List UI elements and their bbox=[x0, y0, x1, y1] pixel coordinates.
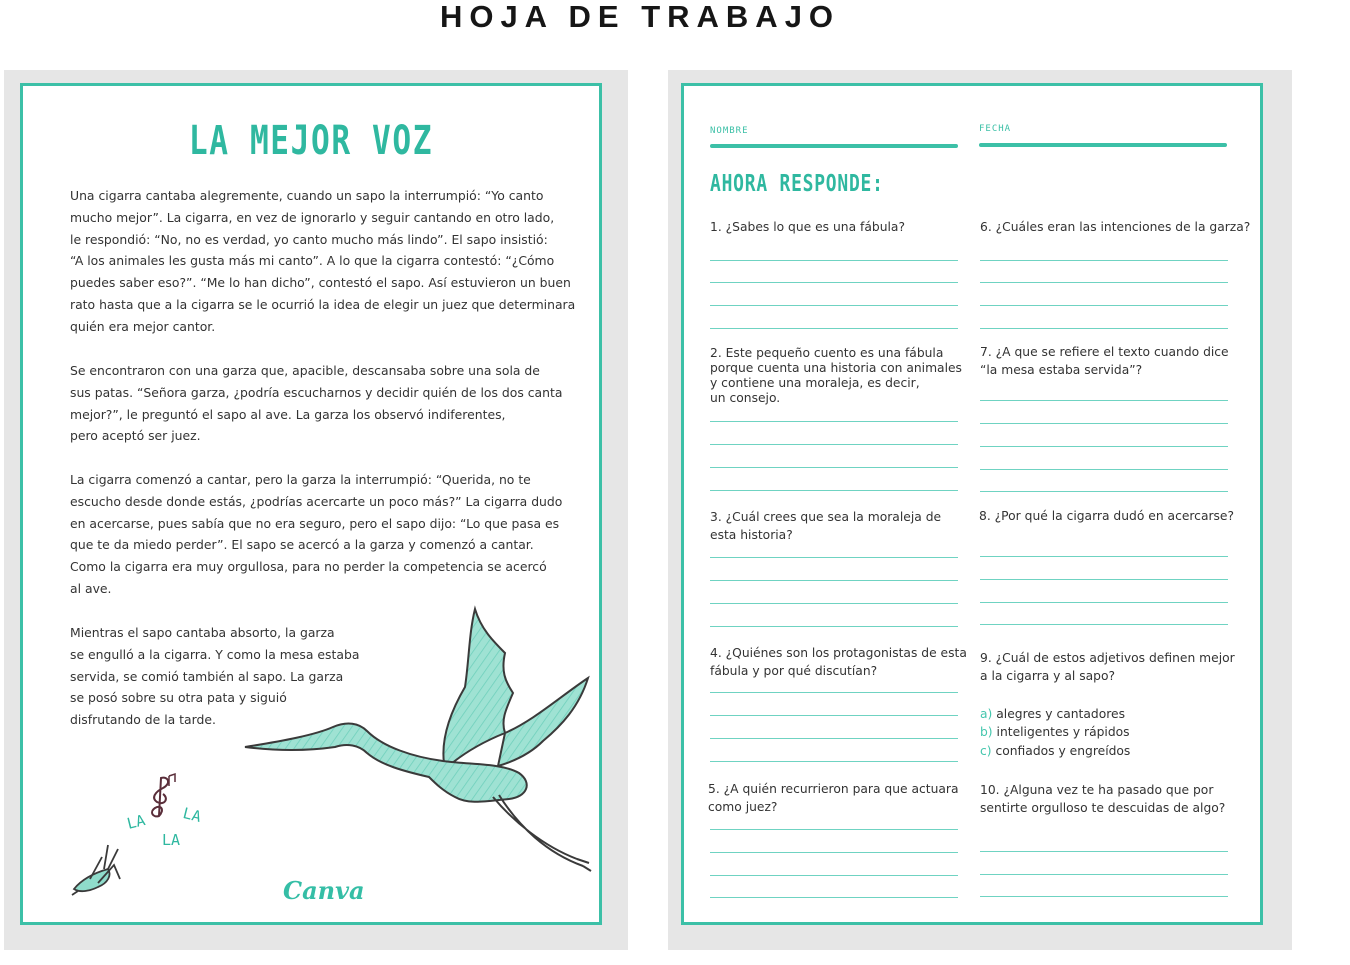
question-10 bbox=[980, 781, 1225, 817]
question-2 bbox=[710, 346, 962, 406]
la-text-bottom: LA bbox=[162, 831, 181, 849]
la-text-left: LA bbox=[125, 811, 147, 833]
answer-line[interactable] bbox=[980, 282, 1228, 283]
answer-line[interactable] bbox=[980, 602, 1228, 603]
question-text: 1. ¿Sabes lo que es una fábula? bbox=[710, 220, 905, 234]
option-c[interactable] bbox=[980, 742, 1130, 761]
question-text: sentirte orgulloso te descuidas de algo? bbox=[980, 801, 1226, 815]
story-paragraph-2 bbox=[70, 360, 562, 447]
answer-line[interactable] bbox=[710, 421, 958, 422]
story-line: le respondió: “No, no es verdad, yo canto mucho más lindo”. El sapo insistió: bbox=[70, 231, 548, 247]
question-7 bbox=[980, 343, 1229, 379]
story-line: se engulló a la cigarra. Y como la mesa estaba bbox=[70, 646, 360, 662]
answer-line[interactable] bbox=[710, 603, 958, 604]
option-text: inteligentes y rápidos bbox=[996, 725, 1130, 739]
story-page bbox=[20, 83, 602, 925]
option-a[interactable] bbox=[980, 705, 1125, 724]
answer-line[interactable] bbox=[710, 328, 958, 329]
answer-line[interactable] bbox=[710, 761, 958, 762]
question-text: como juez? bbox=[708, 800, 778, 814]
name-label: NOMBRE bbox=[710, 126, 749, 136]
question-text: 6. ¿Cuáles eran las intenciones de la garza? bbox=[980, 220, 1251, 234]
question-text: 9. ¿Cuál de estos adjetivos definen mejor bbox=[980, 651, 1235, 665]
question-text: un consejo. bbox=[710, 391, 781, 405]
option-text: confiados y engreídos bbox=[995, 744, 1131, 758]
answer-line[interactable] bbox=[980, 423, 1228, 424]
story-line: mejor?”, le preguntó el sapo al ave. La garza los observó indiferentes, bbox=[70, 406, 506, 422]
question-4 bbox=[710, 644, 967, 680]
question-text: 8. ¿Por qué la cigarra dudó en acercarse? bbox=[979, 509, 1235, 523]
story-line: mucho mejor”. La cigarra, en vez de ignorarlo y seguir cantando en otro lado, bbox=[70, 209, 555, 225]
story-paragraph-3 bbox=[70, 469, 562, 600]
question-1 bbox=[710, 218, 905, 236]
question-text: 10. ¿Alguna vez te ha pasado que por bbox=[980, 783, 1214, 797]
story-line: sus patas. “Señora garza, ¿podría escucharnos y decidir quién de los dos canta bbox=[70, 384, 563, 400]
canva-logo: Canva bbox=[283, 876, 365, 905]
option-letter: a) bbox=[980, 707, 993, 721]
date-label: FECHA bbox=[979, 124, 1012, 134]
answer-line[interactable] bbox=[710, 444, 958, 445]
answer-line[interactable] bbox=[710, 829, 958, 830]
question-6 bbox=[980, 218, 1250, 236]
story-line: en acercarse, pues sabía que no era seguro, pero el sapo dijo: “Lo que pasa es bbox=[70, 515, 560, 531]
answer-line[interactable] bbox=[710, 692, 958, 693]
question-text: “la mesa estaba servida”? bbox=[980, 363, 1143, 377]
question-text: 3. ¿Cuál crees que sea la moraleja de bbox=[710, 510, 942, 524]
answer-line[interactable] bbox=[710, 305, 958, 306]
answer-line[interactable] bbox=[710, 557, 958, 558]
story-line: disfrutando de la tarde. bbox=[70, 712, 216, 728]
story-line: se posó sobre su otra pata y siguió bbox=[70, 690, 287, 706]
story-line: al ave. bbox=[70, 580, 112, 596]
answer-title: AHORA RESPONDE: bbox=[710, 171, 884, 197]
answer-line[interactable] bbox=[710, 490, 958, 491]
heron-illustration bbox=[243, 601, 593, 876]
story-paragraph-1 bbox=[70, 185, 575, 338]
answer-line[interactable] bbox=[710, 738, 958, 739]
story-line: Mientras el sapo cantaba absorto, la garza bbox=[70, 625, 335, 640]
question-text: 2. Este pequeño cuento es una fábula bbox=[710, 346, 944, 360]
question-text: y contiene una moraleja, es decir, bbox=[710, 376, 920, 390]
story-line: quién era mejor cantor. bbox=[70, 318, 216, 334]
answer-line[interactable] bbox=[980, 579, 1228, 580]
story-title: LA MEJOR VOZ bbox=[188, 118, 434, 164]
question-3 bbox=[710, 508, 941, 544]
story-line: “A los animales les gusta más mi canto”. A lo que la cigarra contestó: “¿Cómo bbox=[70, 253, 555, 269]
answer-line[interactable] bbox=[710, 580, 958, 581]
answer-line[interactable] bbox=[710, 467, 958, 468]
answer-line[interactable] bbox=[980, 400, 1228, 401]
date-field[interactable] bbox=[979, 143, 1227, 147]
answer-line[interactable] bbox=[980, 491, 1228, 492]
answer-line[interactable] bbox=[710, 852, 958, 853]
name-field[interactable] bbox=[710, 144, 958, 148]
question-text: 5. ¿A quién recurrieron para que actuara bbox=[708, 782, 959, 796]
answer-line[interactable] bbox=[710, 626, 958, 627]
answer-line[interactable] bbox=[710, 260, 958, 261]
story-line: que te da miedo perder”. El sapo se acercó a la garza y comenzó a cantar. bbox=[70, 537, 534, 553]
answer-line[interactable] bbox=[980, 305, 1228, 306]
option-b[interactable] bbox=[980, 723, 1130, 742]
story-line: puedes saber eso?”. “Me lo han dicho”, contestó el sapo. Así estuvieron un buen bbox=[70, 275, 571, 291]
story-line: La cigarra comenzó a cantar, pero la garza la interrumpió: “Querida, no te bbox=[70, 472, 531, 487]
answer-line[interactable] bbox=[980, 328, 1228, 329]
question-text: 7. ¿A que se refiere el texto cuando dice bbox=[980, 345, 1229, 359]
answer-line[interactable] bbox=[710, 875, 958, 876]
story-line: escucho desde donde estás, ¿podrías acercarte un poco más?” La cigarra dudo bbox=[70, 493, 563, 509]
story-line: Una cigarra cantaba alegremente, cuando un sapo la interrumpió: “Yo canto bbox=[70, 188, 544, 203]
answer-line[interactable] bbox=[710, 715, 958, 716]
question-9 bbox=[980, 649, 1235, 685]
question-text: esta historia? bbox=[710, 528, 793, 542]
question-text: 4. ¿Quiénes son los protagonistas de esta bbox=[710, 646, 967, 660]
option-letter: b) bbox=[980, 725, 993, 739]
answer-line[interactable] bbox=[980, 556, 1228, 557]
answer-line[interactable] bbox=[710, 282, 958, 283]
answer-line[interactable] bbox=[980, 624, 1228, 625]
worksheet-page bbox=[681, 83, 1263, 925]
grasshopper-icon bbox=[68, 839, 128, 899]
heron-legs bbox=[493, 795, 591, 871]
question-text: fábula y por qué discutían? bbox=[710, 664, 878, 678]
question-text: porque cuenta una historia con animales bbox=[710, 361, 962, 375]
answer-line[interactable] bbox=[980, 896, 1228, 897]
story-line: pero aceptó ser juez. bbox=[70, 428, 201, 444]
answer-line[interactable] bbox=[980, 874, 1228, 875]
question-8 bbox=[979, 507, 1234, 525]
answer-line[interactable] bbox=[980, 851, 1228, 852]
answer-line[interactable] bbox=[980, 446, 1228, 447]
story-line: servida, se comió también al sapo. La garza bbox=[70, 668, 344, 684]
story-line: Se encontraron con una garza que, apacible, descansaba sobre una sola de bbox=[70, 363, 540, 378]
answer-line[interactable] bbox=[710, 897, 958, 898]
music-note-icon bbox=[143, 772, 177, 820]
story-line: Como la cigarra era muy orgullosa, para no perder la competencia se acercó bbox=[70, 559, 547, 575]
la-text-right: LA bbox=[181, 804, 203, 826]
answer-line[interactable] bbox=[980, 260, 1228, 261]
story-line: rato hasta que a la cigarra se le ocurrió la idea de elegir un juez que determinara bbox=[70, 296, 576, 312]
question-text: a la cigarra y al sapo? bbox=[980, 669, 1116, 683]
question-5 bbox=[708, 780, 959, 816]
answer-line[interactable] bbox=[980, 469, 1228, 470]
option-letter: c) bbox=[980, 744, 992, 758]
option-text: alegres y cantadores bbox=[996, 707, 1125, 721]
worksheet-heading: HOJA DE TRABAJO bbox=[439, 0, 841, 34]
